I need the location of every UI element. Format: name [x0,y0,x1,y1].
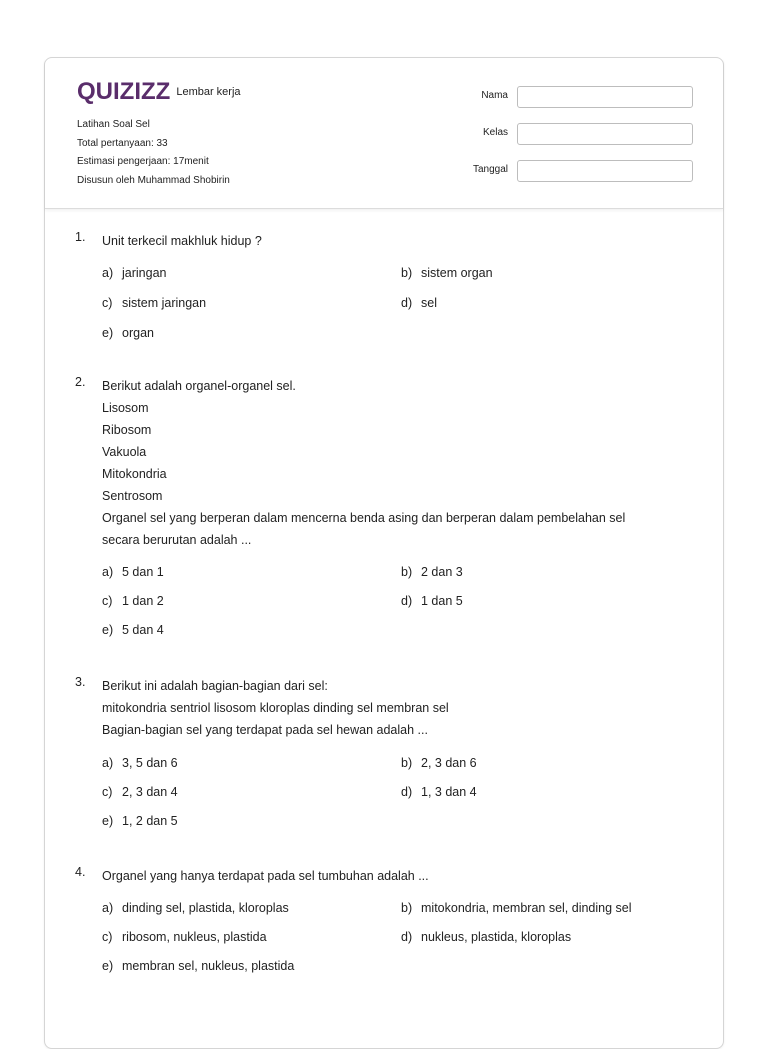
question-line: secara berurutan adalah ... [102,533,252,547]
worksheet-type-label: Lembar kerja [176,86,241,98]
option-letter: c) [102,930,113,944]
question-number: 2. [75,375,86,389]
option-a [102,901,289,915]
option-letter: e) [102,326,114,340]
option-text: 2, 3 dan 4 [122,785,178,799]
option-letter: b) [401,901,413,915]
date-label: Tanggal [472,164,508,175]
question-line: Organel sel yang berperan dalam mencerna benda asing dan berperan dalam pembelahan sel [102,511,626,525]
question-text [102,375,682,551]
option-e [102,814,178,828]
option-letter: e) [102,623,114,637]
option-text: jaringan [122,266,167,280]
option-d [401,785,477,799]
option-letter: d) [401,296,413,310]
option-text: 1, 3 dan 4 [421,785,477,799]
class-field-row [445,123,693,145]
option-c [102,785,178,799]
option-letter: c) [102,594,113,608]
worksheet-title: Latihan Soal Sel [77,119,150,130]
question-line: Vakuola [102,445,147,459]
option-text: 1 dan 2 [122,594,164,608]
question-line: Organel yang hanya terdapat pada sel tumbuhan adalah ... [102,869,429,883]
name-label: Nama [481,90,508,101]
question-number: 1. [75,230,86,244]
option-a [102,756,178,770]
question-text [102,230,682,252]
option-letter: b) [401,266,413,280]
option-text: 2, 3 dan 6 [421,756,477,770]
question-line: Mitokondria [102,467,167,481]
question-line: Berikut adalah organel-organel sel. [102,379,296,393]
option-letter: e) [102,959,114,973]
option-letter: b) [401,756,413,770]
question-line: Unit terkecil makhluk hidup ? [102,234,262,248]
option-text: dinding sel, plastida, kloroplas [122,901,289,915]
question-line: mitokondria sentriol lisosom kloroplas dinding sel membran sel [102,701,449,715]
option-text: sistem organ [421,266,493,280]
question-line: Berikut ini adalah bagian-bagian dari sel: [102,679,328,693]
option-c [102,930,267,944]
option-letter: c) [102,785,113,799]
option-letter: d) [401,594,413,608]
name-field-row [445,86,693,108]
option-letter: d) [401,930,413,944]
option-d [401,930,571,944]
question-line: Lisosom [102,401,149,415]
option-b [401,756,477,770]
option-c [102,296,206,310]
option-letter: b) [401,565,413,579]
quizizz-logo: QUIZIZZ [77,78,171,105]
worksheet-page [44,57,724,1049]
option-b [401,901,632,915]
option-text: ribosom, nukleus, plastida [122,930,267,944]
option-e [102,959,294,973]
total-questions: Total pertanyaan: 33 [77,137,168,149]
question-number: 3. [75,675,86,689]
date-input[interactable] [517,160,693,182]
author: Disusun oleh Muhammad Shobirin [77,174,230,186]
option-letter: a) [102,901,114,915]
question-number: 4. [75,865,86,879]
option-e [102,326,154,340]
option-b [401,565,463,579]
option-text: sistem jaringan [122,296,207,310]
option-letter: a) [102,756,114,770]
option-text: nukleus, plastida, kloroplas [421,930,572,944]
date-field-row [445,160,693,182]
class-label: Kelas [482,127,508,138]
option-a [102,565,164,579]
option-text: organ [122,326,154,340]
option-text: sel [421,296,437,310]
option-c [102,594,164,608]
option-letter: a) [102,266,114,280]
option-e [102,623,164,637]
option-d [401,594,463,608]
option-text: 1, 2 dan 5 [122,814,178,828]
question-text [102,865,682,887]
brand [77,80,241,104]
worksheet-header [45,58,723,209]
question-line: Sentrosom [102,489,163,503]
option-letter: a) [102,565,114,579]
class-input[interactable] [517,123,693,145]
option-letter: c) [102,296,113,310]
option-letter: d) [401,785,413,799]
question-line: Ribosom [102,423,152,437]
estimated-time: Estimasi pengerjaan: 17menit [77,156,209,167]
option-a [102,266,166,280]
option-b [401,266,493,280]
question-text [102,675,682,741]
option-text: 1 dan 5 [421,594,463,608]
worksheet-meta [77,116,230,190]
option-text: mitokondria, membran sel, dinding sel [421,901,632,915]
option-text: 2 dan 3 [421,565,463,579]
option-d [401,296,437,310]
question-line: Bagian-bagian sel yang terdapat pada sel hewan adalah ... [102,723,428,737]
option-letter: e) [102,814,114,828]
name-input[interactable] [517,86,693,108]
option-text: 3, 5 dan 6 [122,756,178,770]
option-text: 5 dan 4 [122,623,164,637]
option-text: 5 dan 1 [122,565,164,579]
option-text: membran sel, nukleus, plastida [122,959,295,973]
